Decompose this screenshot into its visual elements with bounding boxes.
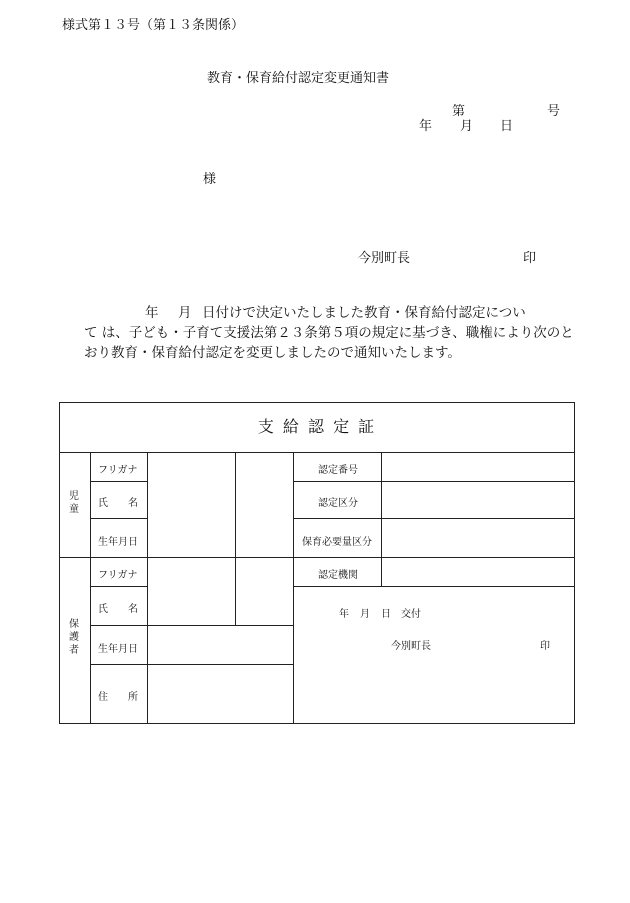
row-divider bbox=[293, 586, 574, 587]
child-name-label: 氏 名 bbox=[98, 498, 138, 509]
body-line2: て は、子ども・子育て支援法第２３条第５項の規定に基づき、職権により次のと bbox=[84, 325, 574, 341]
certificate-title: 支 給 認 定 証 bbox=[257, 417, 377, 436]
row-divider bbox=[90, 625, 294, 626]
date-day: 日 bbox=[500, 119, 514, 134]
child-section-label: 児童 bbox=[69, 491, 79, 515]
row-divider bbox=[90, 664, 294, 665]
document-title: 教育・保育給付認定変更通知書 bbox=[207, 71, 390, 86]
row-divider bbox=[59, 452, 574, 453]
certificate-issuer-name: 今別町長 bbox=[391, 641, 431, 652]
issued-year: 年 bbox=[339, 609, 349, 620]
issuer-seal: 印 bbox=[523, 251, 537, 266]
issued-label: 交付 bbox=[401, 609, 421, 620]
row-divider bbox=[59, 557, 574, 558]
certificate-issuer-seal: 印 bbox=[540, 641, 550, 652]
col-divider bbox=[235, 452, 236, 625]
need-category-label: 保育必要量区分 bbox=[302, 537, 372, 548]
body-line1-year: 年 bbox=[145, 305, 159, 321]
child-birth-label: 生年月日 bbox=[98, 537, 138, 548]
cert-category-label: 認定区分 bbox=[318, 498, 358, 509]
recipient-suffix: 様 bbox=[203, 172, 217, 187]
child-furigana-label: フリガナ bbox=[98, 465, 138, 476]
body-line1-month: 月 bbox=[178, 305, 192, 321]
issued-month: 月 bbox=[360, 609, 370, 620]
cert-number-label: 認定番号 bbox=[318, 465, 358, 476]
row-divider bbox=[90, 518, 147, 519]
cert-agency-label: 認定機関 bbox=[318, 570, 358, 581]
issued-day: 日 bbox=[381, 609, 391, 620]
row-divider bbox=[90, 586, 147, 587]
form-number: 様式第１３号（第１３条関係） bbox=[62, 18, 245, 33]
date-month: 月 bbox=[460, 119, 474, 134]
guardian-section-label: 保護者 bbox=[69, 619, 79, 656]
col-divider bbox=[90, 452, 91, 723]
issuer-name: 今別町長 bbox=[358, 251, 411, 266]
ref-number-suffix: 号 bbox=[547, 104, 561, 119]
date-year: 年 bbox=[419, 119, 433, 134]
guardian-birth-label: 生年月日 bbox=[98, 644, 138, 655]
col-divider bbox=[293, 452, 294, 723]
address-label: 住 所 bbox=[98, 692, 138, 703]
guardian-name-label: 氏 名 bbox=[98, 604, 138, 615]
ref-number-prefix: 第 bbox=[452, 104, 466, 119]
row-divider bbox=[293, 481, 574, 482]
guardian-furigana-label: フリガナ bbox=[98, 570, 138, 581]
row-divider bbox=[90, 481, 147, 482]
body-line3: おり教育・保育給付認定を変更しましたので通知いたします。 bbox=[84, 345, 461, 361]
body-line1-text: 日付けで決定いたしました教育・保育給付認定につい bbox=[202, 305, 526, 321]
col-divider bbox=[381, 452, 382, 587]
table-border bbox=[59, 402, 575, 724]
row-divider bbox=[293, 518, 574, 519]
col-divider bbox=[147, 452, 148, 723]
